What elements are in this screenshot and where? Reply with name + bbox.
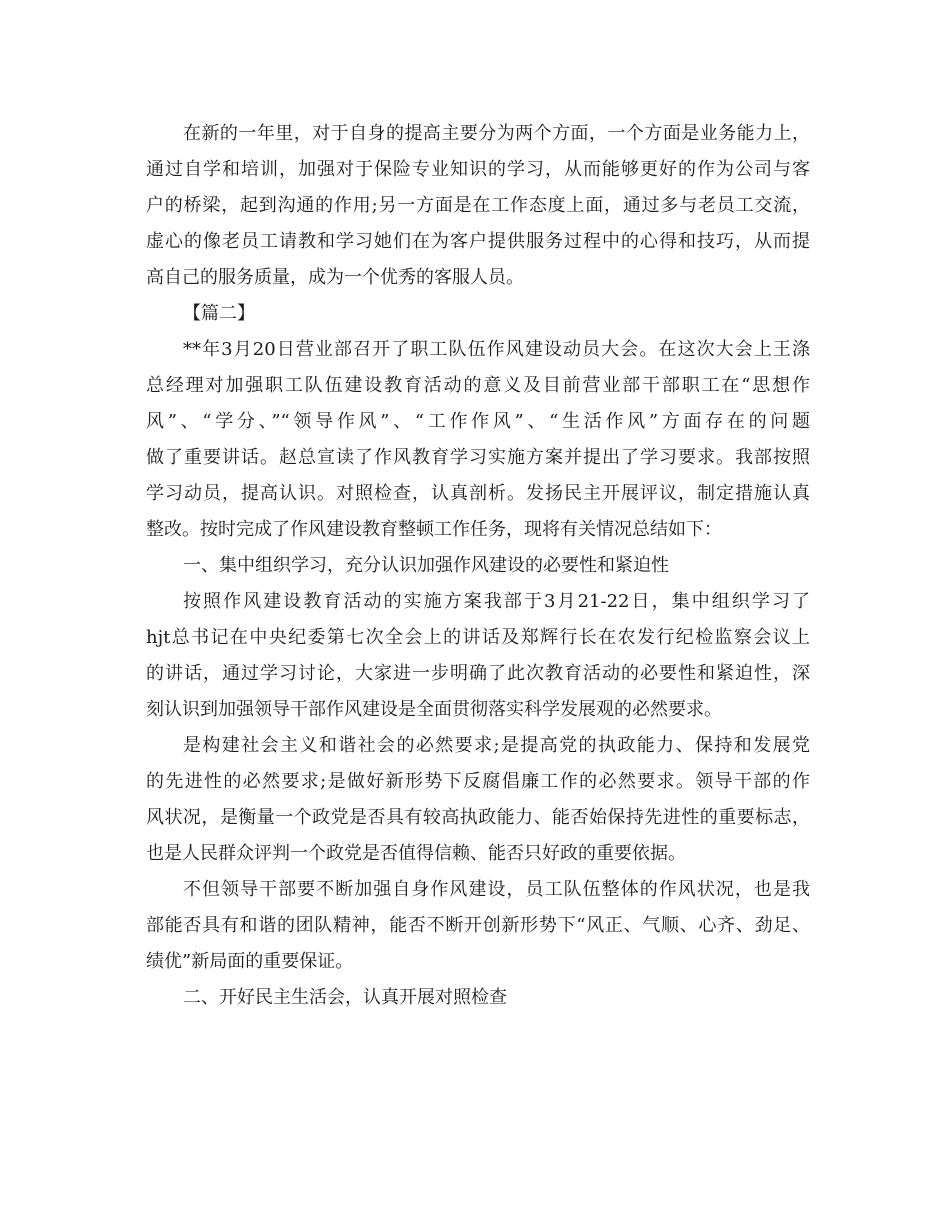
text-line: 学习动员，提高认识。对照检查，认真剖析。发扬民主开展评议，制定措施认真 <box>146 483 810 504</box>
subsection-heading: 一、集中组织学习，充分认识加强作风建设的必要性和紧迫性 <box>183 555 669 576</box>
text-line: 整改。按时完成了作风建设教育整顿工作任务，现将有关情况总结如下： <box>146 519 722 540</box>
text-line: hjt总书记在中央纪委第七次全会上的讲话及郑辉行长在农发行纪检监察会议上 <box>146 627 810 648</box>
text-line: 户的桥梁，起到沟通的作用;另一方面是在工作态度上面，通过多与老员工交流， <box>146 195 810 216</box>
text-line: 的讲话，通过学习讨论，大家进一步明确了此次教育活动的必要性和紧迫性，深 <box>146 663 810 684</box>
subsection-heading: 二、开好民主生活会，认真开展对照检查 <box>183 987 507 1008</box>
text-line: 按照作风建设教育活动的实施方案我部于3月21-22日，集中组织学习了 <box>183 591 810 612</box>
document-body <box>146 116 810 1016</box>
text-line: 部能否具有和谐的团队精神，能否不断开创新形势下“风正、气顺、心齐、劲足、 <box>146 915 810 936</box>
text-line: 也是人民群众评判一个政党是否值得信赖、能否只好政的重要依据。 <box>146 843 686 864</box>
text-line: 通过自学和培训，加强对于保险专业知识的学习，从而能够更好的作为公司与客 <box>146 159 810 180</box>
text-line: 是构建社会主义和谐社会的必然要求;是提高党的执政能力、保持和发展党 <box>183 735 810 756</box>
text-line: 绩优”新局面的重要保证。 <box>146 951 354 972</box>
text-line: 做了重要讲话。赵总宣读了作风教育学习实施方案并提出了学习要求。我部按照 <box>146 447 810 468</box>
text-line: 风状况，是衡量一个政党是否具有较高执政能力、能否始保持先进性的重要标志， <box>146 807 810 828</box>
text-line: **年3月20日营业部召开了职工队伍作风建设动员大会。在这次大会上王涤 <box>183 339 810 360</box>
text-line: 不但领导干部要不断加强自身作风建设，员工队伍整体的作风状况，也是我 <box>183 879 810 900</box>
text-line: 总经理对加强职工队伍建设教育活动的意义及目前营业部干部职工在“思想作 <box>146 375 810 396</box>
text-line: 在新的一年里，对于自身的提高主要分为两个方面，一个方面是业务能力上， <box>183 123 810 144</box>
text-line: 高自己的服务质量，成为一个优秀的客服人员。 <box>146 267 524 288</box>
section-heading: 【篇二】 <box>183 303 255 324</box>
text-line: 虚心的像老员工请教和学习她们在为客户提供服务过程中的心得和技巧，从而提 <box>146 231 810 252</box>
text-line: 的先进性的必然要求;是做好新形势下反腐倡廉工作的必然要求。领导干部的作 <box>146 771 810 792</box>
text-line: 风”、“学分、”“领导作风”、“工作作风”、“生活作风”方面存在的问题 <box>146 411 810 432</box>
text-line: 刻认识到加强领导干部作风建设是全面贯彻落实科学发展观的必然要求。 <box>146 699 722 720</box>
